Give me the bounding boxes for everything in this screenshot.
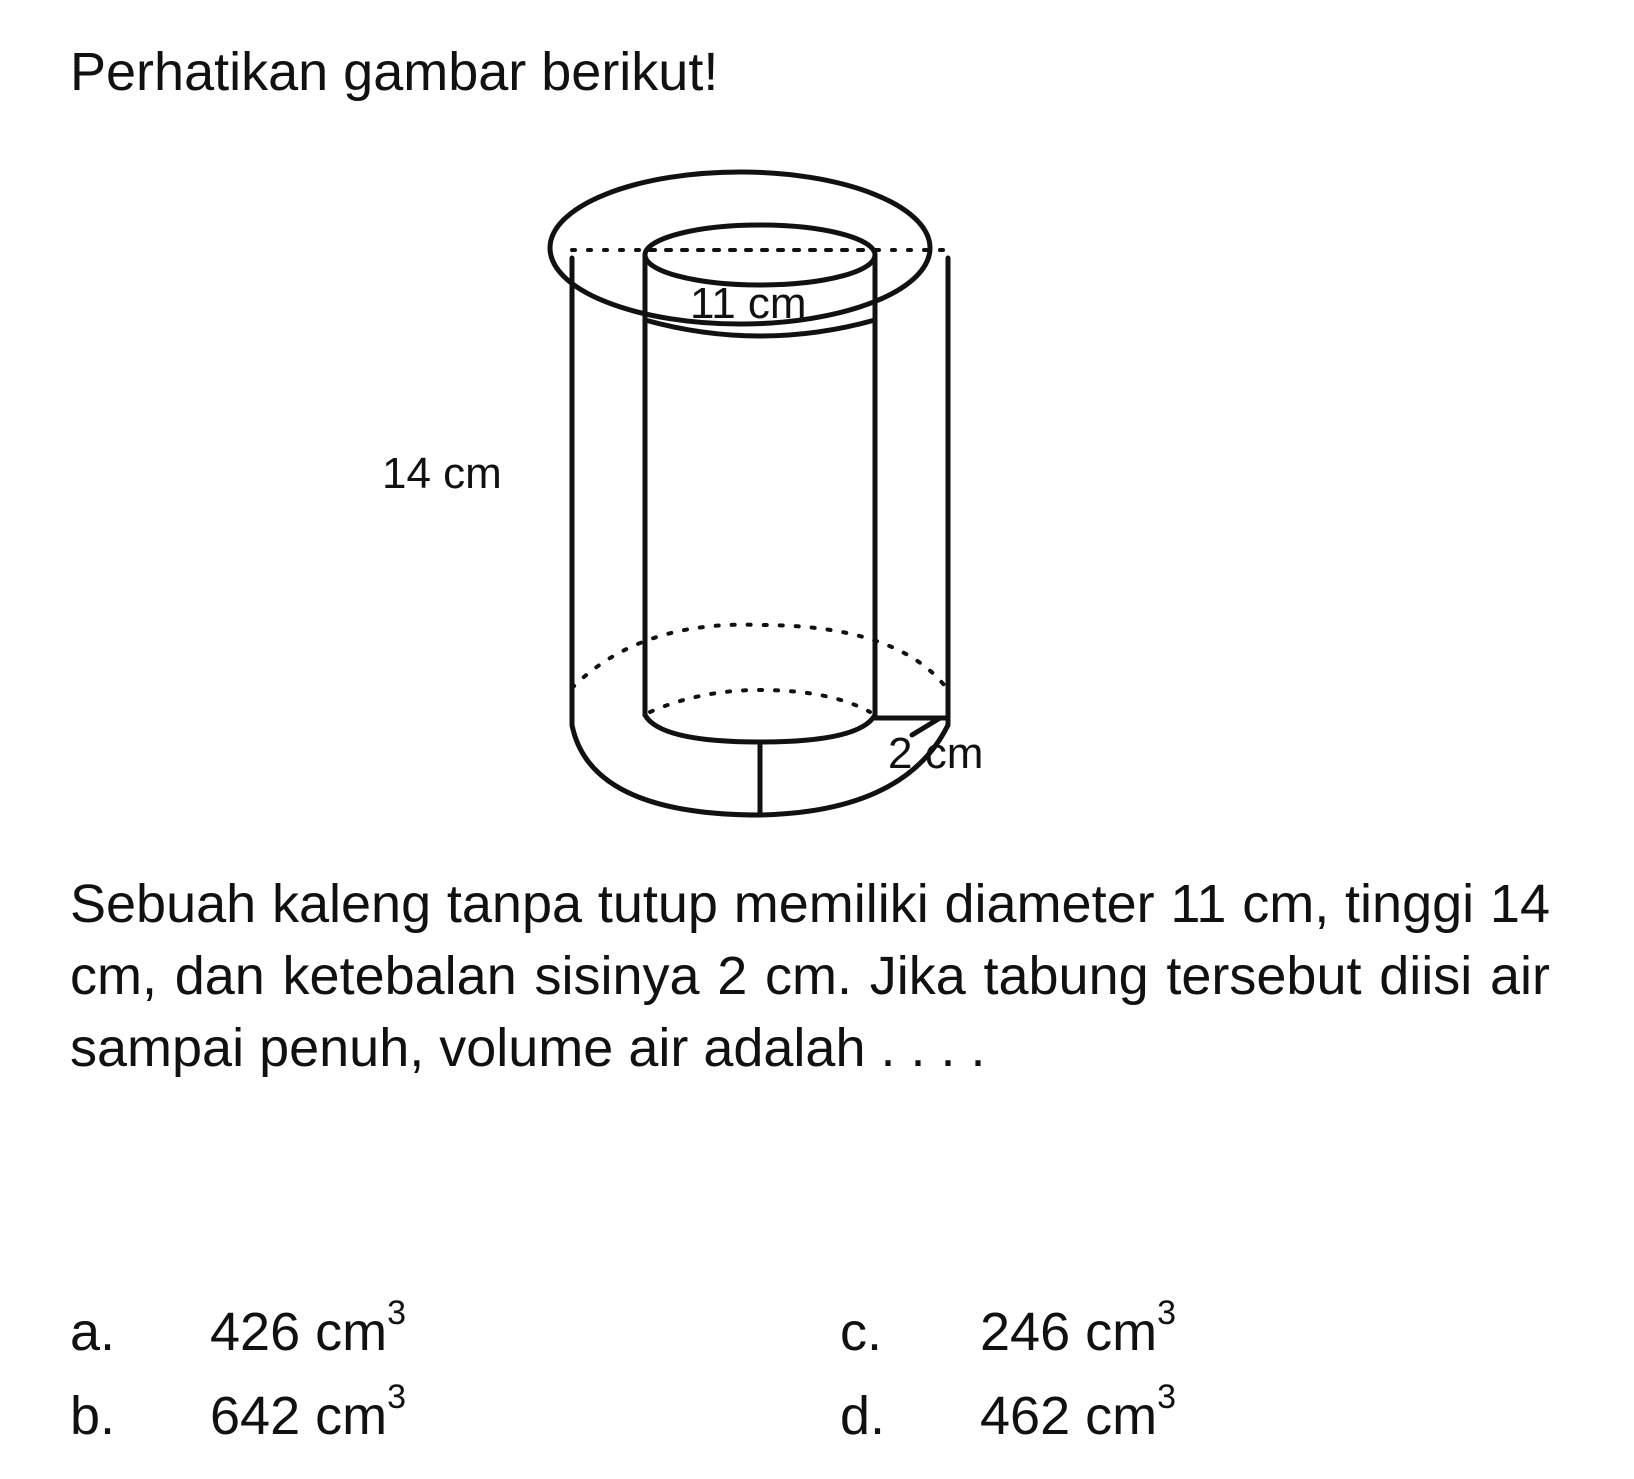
height-label: 14 cm bbox=[382, 449, 502, 498]
answer-options bbox=[70, 1294, 1550, 1470]
option-c-letter: c. bbox=[840, 1302, 883, 1362]
option-b-exponent: 3 bbox=[387, 1378, 407, 1416]
outer-bottom-back-dotted bbox=[572, 625, 948, 690]
inner-bottom-arc bbox=[645, 715, 875, 742]
option-a-letter: a. bbox=[70, 1302, 116, 1362]
inner-bottom-back-dotted bbox=[650, 690, 870, 712]
option-d-exponent: 3 bbox=[1157, 1378, 1177, 1416]
option-c[interactable] bbox=[840, 1294, 1177, 1364]
option-c-exponent: 3 bbox=[1157, 1294, 1177, 1332]
option-a-value: 426 cm bbox=[210, 1302, 388, 1362]
option-a-exponent: 3 bbox=[387, 1294, 407, 1332]
option-d-letter: d. bbox=[840, 1386, 886, 1446]
option-d[interactable] bbox=[840, 1378, 1177, 1448]
inner-top-rim bbox=[645, 225, 875, 285]
heading: Perhatikan gambar berikut! bbox=[70, 42, 719, 102]
option-c-value: 246 cm bbox=[980, 1302, 1158, 1362]
thickness-label: 2 cm bbox=[888, 729, 984, 778]
option-d-value: 462 cm bbox=[980, 1386, 1158, 1446]
option-b-letter: b. bbox=[70, 1386, 116, 1446]
inner-diameter-label: 11 cm bbox=[690, 279, 807, 328]
question-text: Sebuah kaleng tanpa tutup memiliki diameter 11 cm, tinggi 14 cm, dan ketebalan sisinya 2 cm. Jika tabung tersebut diisi air sampai penuh, volume air adalah . . . . bbox=[70, 874, 1550, 1078]
option-a[interactable] bbox=[70, 1294, 407, 1364]
option-b-value: 642 cm bbox=[210, 1386, 388, 1446]
option-b[interactable] bbox=[70, 1378, 407, 1448]
